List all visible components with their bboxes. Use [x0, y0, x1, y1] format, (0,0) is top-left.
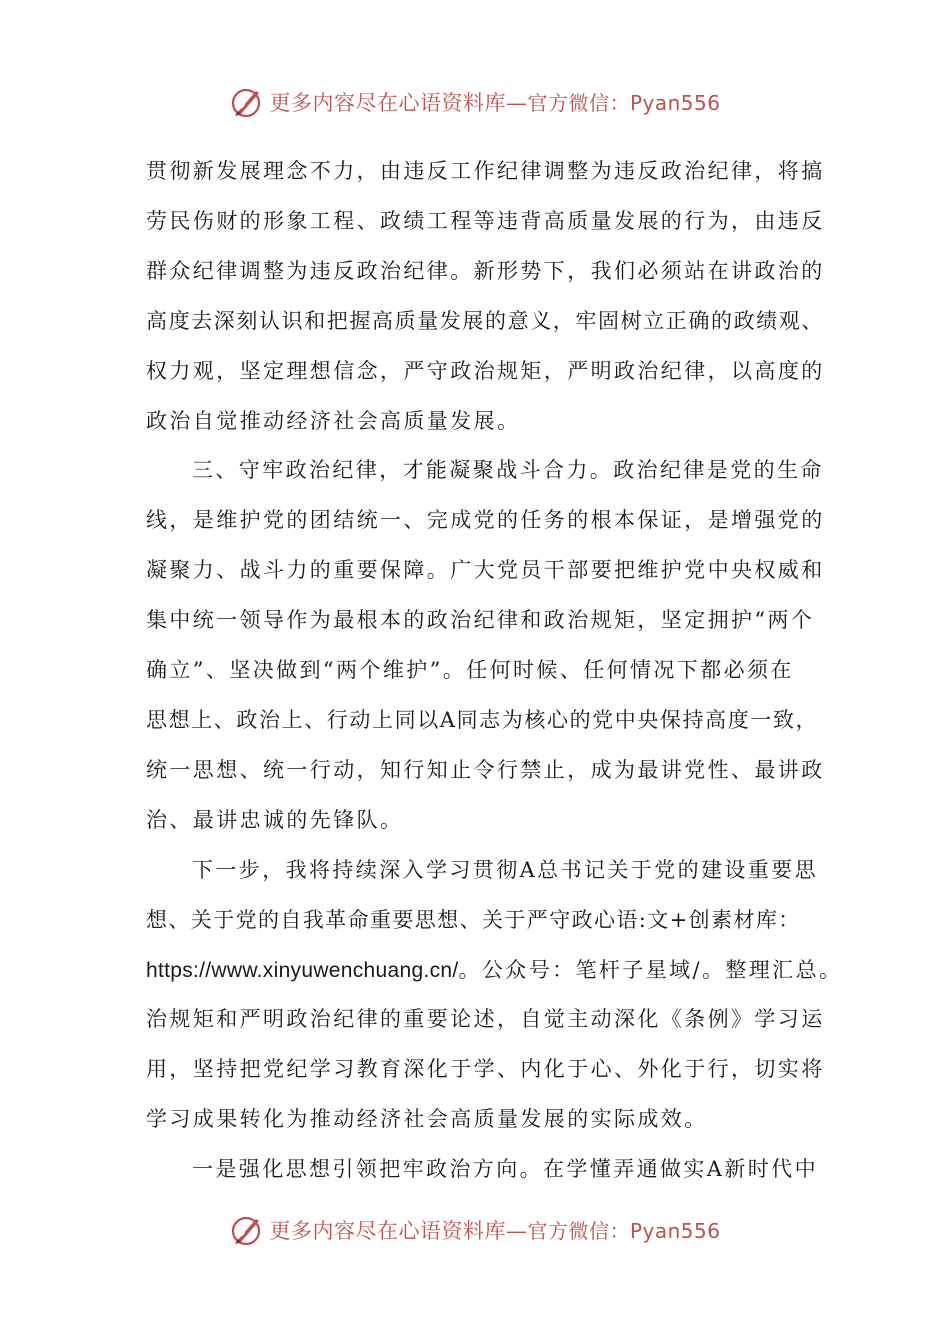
body-line: 学习成果转化为推动经济社会高质量发展的实际成效。 [146, 1107, 708, 1132]
body-line: 一是强化思想引领把牢政治方向。在学懂弄通做实A新时代中 [192, 1157, 818, 1182]
body-line: 思想上、政治上、行动上同以A同志为核心的党中央保持高度一致， [146, 707, 819, 732]
body-line: 想、关于党的自我革命重要思想、关于严守政心语:文+创素材库： [146, 907, 801, 932]
body-line: 线，是维护党的团结统一、完成党的任务的根本保证，是增强党的 [146, 508, 825, 533]
body-line: 贯彻新发展理念不力，由违反工作纪律调整为违反政治纪律，将搞 [146, 159, 825, 183]
header-banner-text [269, 87, 720, 117]
body-line: 三、守牢政治纪律，才能凝聚战斗合力。政治纪律是党的生命 [192, 458, 824, 483]
body-line: 治、最讲忠诚的先锋队。 [146, 807, 404, 832]
footer-banner-text [269, 1215, 720, 1245]
footer-banner-wechat: 官方微信：Pyan556 [527, 1219, 721, 1243]
body-line: 权力观，坚定理想信念，严守政治规矩，严明政治纪律，以高度的 [146, 358, 825, 383]
header-banner-wechat: 官方微信：Pyan556 [527, 91, 721, 115]
body-line: 群众纪律调整为违反政治纪律。新形势下，我们必须站在讲政治的 [146, 258, 825, 283]
body-line: 政治自觉推动经济社会高质量发展。 [146, 408, 521, 433]
account-note: 。公众号：笔杆子星域/。整理汇总。 [458, 957, 843, 982]
header-banner-dash: — [505, 91, 528, 115]
body-line: 劳民伤财的形象工程、政绩工程等违背高质量发展的行为，由违反 [146, 208, 825, 233]
body-line: 高度去深刻认识和把握高质量发展的意义，牢固树立正确的政绩观、 [146, 308, 824, 333]
footer-banner-main: 更多内容尽在心语资料库 [269, 1219, 506, 1243]
body-line: 确立”、坚决做到“两个维护”。任何时候、任何情况下都必须在 [146, 658, 794, 683]
pen-logo-icon [229, 1212, 265, 1248]
pen-logo-icon [229, 84, 265, 120]
footer-banner-dash: — [505, 1219, 528, 1243]
body-line: 治规矩和严明政治纪律的重要论述，自觉主动深化《条例》学习运 [146, 1007, 825, 1032]
header-banner [0, 82, 950, 122]
website-url: https://www.xinyuwenchuang.cn/ [146, 958, 459, 982]
body-line: 凝聚力、战斗力的重要保障。广大党员干部要把维护党中央权威和 [146, 558, 825, 583]
body-line: 集中统一领导作为最根本的政治纪律和政治规矩，坚定拥护“两个 [146, 608, 815, 633]
header-banner-main: 更多内容尽在心语资料库 [269, 91, 506, 115]
body-line: 统一思想、统一行动，知行知止令行禁止，成为最讲党性、最讲政 [146, 757, 825, 782]
body-line-url [146, 946, 843, 996]
footer-banner [0, 1210, 950, 1250]
body-line: 下一步，我将持续深入学习贯彻A总书记关于党的建设重要思 [192, 857, 818, 882]
body-line: 用，坚持把党纪学习教育深化于学、内化于心、外化于行，切实将 [146, 1057, 825, 1082]
document-body [146, 147, 843, 1195]
